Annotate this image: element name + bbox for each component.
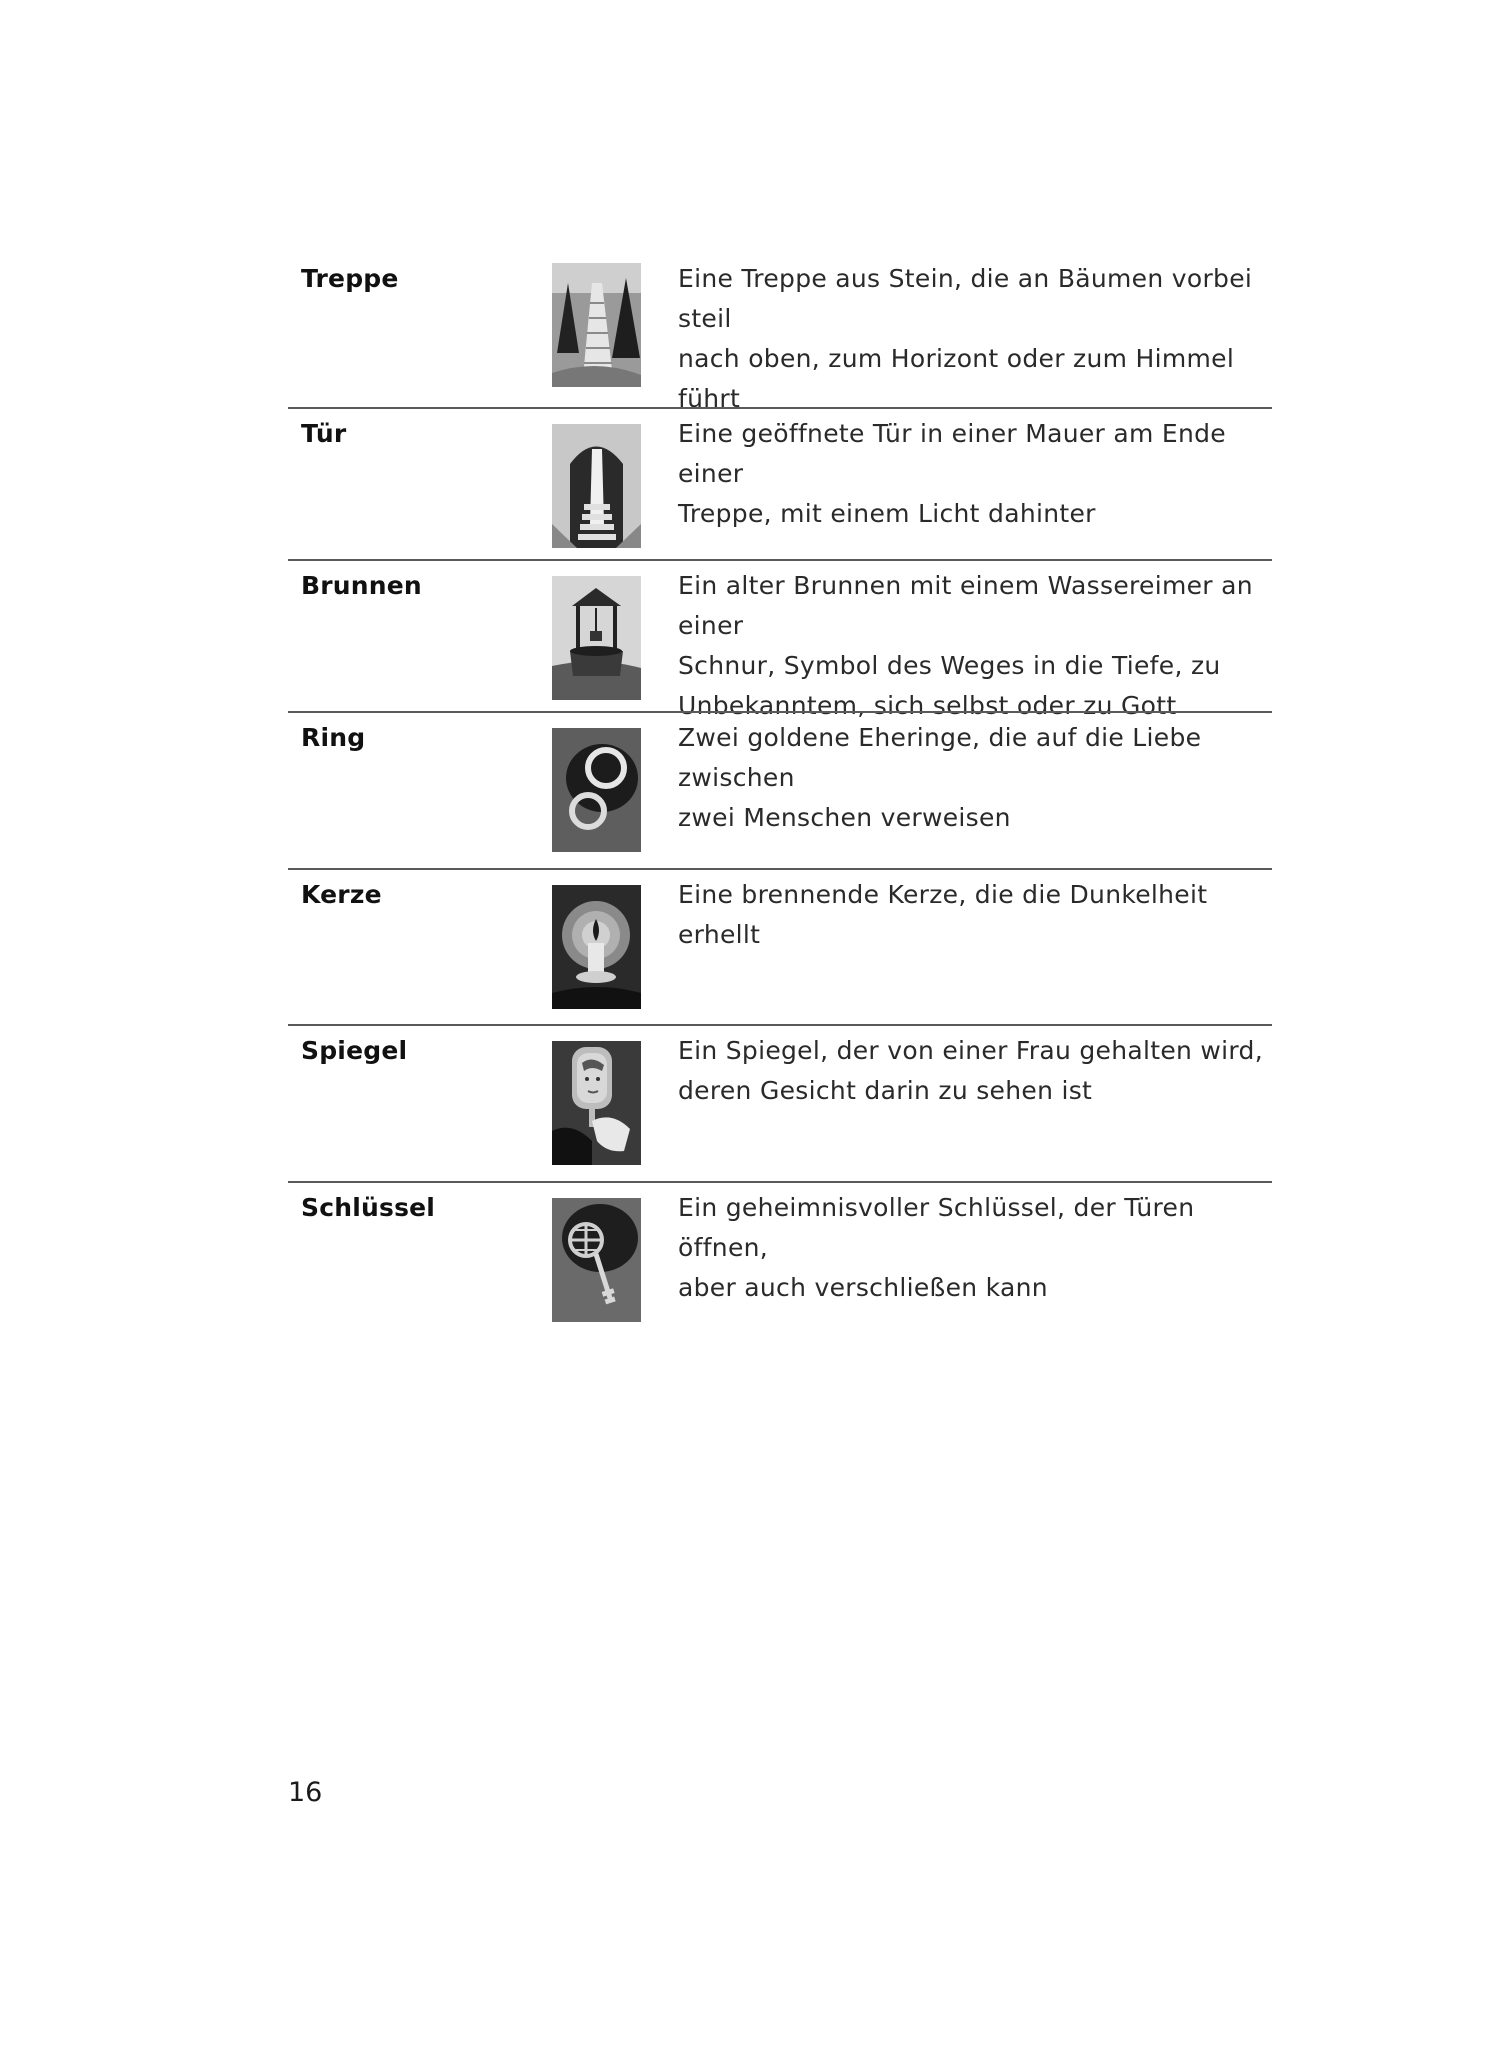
row-term: Treppe xyxy=(301,264,399,293)
row-divider xyxy=(288,711,1272,713)
door-card-icon xyxy=(552,424,641,548)
row-divider xyxy=(288,559,1272,561)
description-line: zwei Menschen verweisen xyxy=(678,803,1011,832)
candle-card-icon xyxy=(552,885,641,1009)
description-line: Ein geheimnisvoller Schlüssel, der Türen öffnen, xyxy=(678,1193,1195,1262)
description-line: Treppe, mit einem Licht dahinter xyxy=(678,499,1096,528)
row-description xyxy=(678,566,1268,726)
description-line: deren Gesicht darin zu sehen ist xyxy=(678,1076,1093,1105)
description-line: Zwei goldene Eheringe, die auf die Liebe zwischen xyxy=(678,723,1202,792)
row-term: Schlüssel xyxy=(301,1193,436,1222)
row-term: Ring xyxy=(301,723,366,752)
row-divider xyxy=(288,407,1272,409)
row-divider xyxy=(288,1024,1272,1026)
row-term: Tür xyxy=(301,419,347,448)
row-divider xyxy=(288,1181,1272,1183)
description-line: aber auch verschließen kann xyxy=(678,1273,1048,1302)
description-line: Eine brennende Kerze, die die Dunkelheit erhellt xyxy=(678,880,1208,949)
description-line: Unbekanntem, sich selbst oder zu Gott xyxy=(678,691,1177,720)
row-description xyxy=(678,875,1268,955)
description-line: nach oben, zum Horizont oder zum Himmel führt xyxy=(678,344,1235,413)
page-number: 16 xyxy=(288,1777,323,1808)
description-line: Ein alter Brunnen mit einem Wassereimer an einer xyxy=(678,571,1253,640)
row-description xyxy=(678,414,1268,534)
row-description xyxy=(678,1031,1268,1111)
key-card-icon xyxy=(552,1198,641,1322)
row-term: Brunnen xyxy=(301,571,422,600)
row-description xyxy=(678,718,1268,838)
row-term: Kerze xyxy=(301,880,382,909)
staircase-card-icon xyxy=(552,263,641,387)
row-divider xyxy=(288,868,1272,870)
description-line: Eine Treppe aus Stein, die an Bäumen vorbei steil xyxy=(678,264,1253,333)
well-card-icon xyxy=(552,576,641,700)
description-line: Eine geöffnete Tür in einer Mauer am Ende einer xyxy=(678,419,1226,488)
description-line: Schnur, Symbol des Weges in die Tiefe, zu xyxy=(678,651,1221,680)
description-line: Ein Spiegel, der von einer Frau gehalten wird, xyxy=(678,1036,1263,1065)
row-term: Spiegel xyxy=(301,1036,408,1065)
rings-card-icon xyxy=(552,728,641,852)
row-description xyxy=(678,259,1268,419)
row-description xyxy=(678,1188,1268,1308)
mirror-card-icon xyxy=(552,1041,641,1165)
